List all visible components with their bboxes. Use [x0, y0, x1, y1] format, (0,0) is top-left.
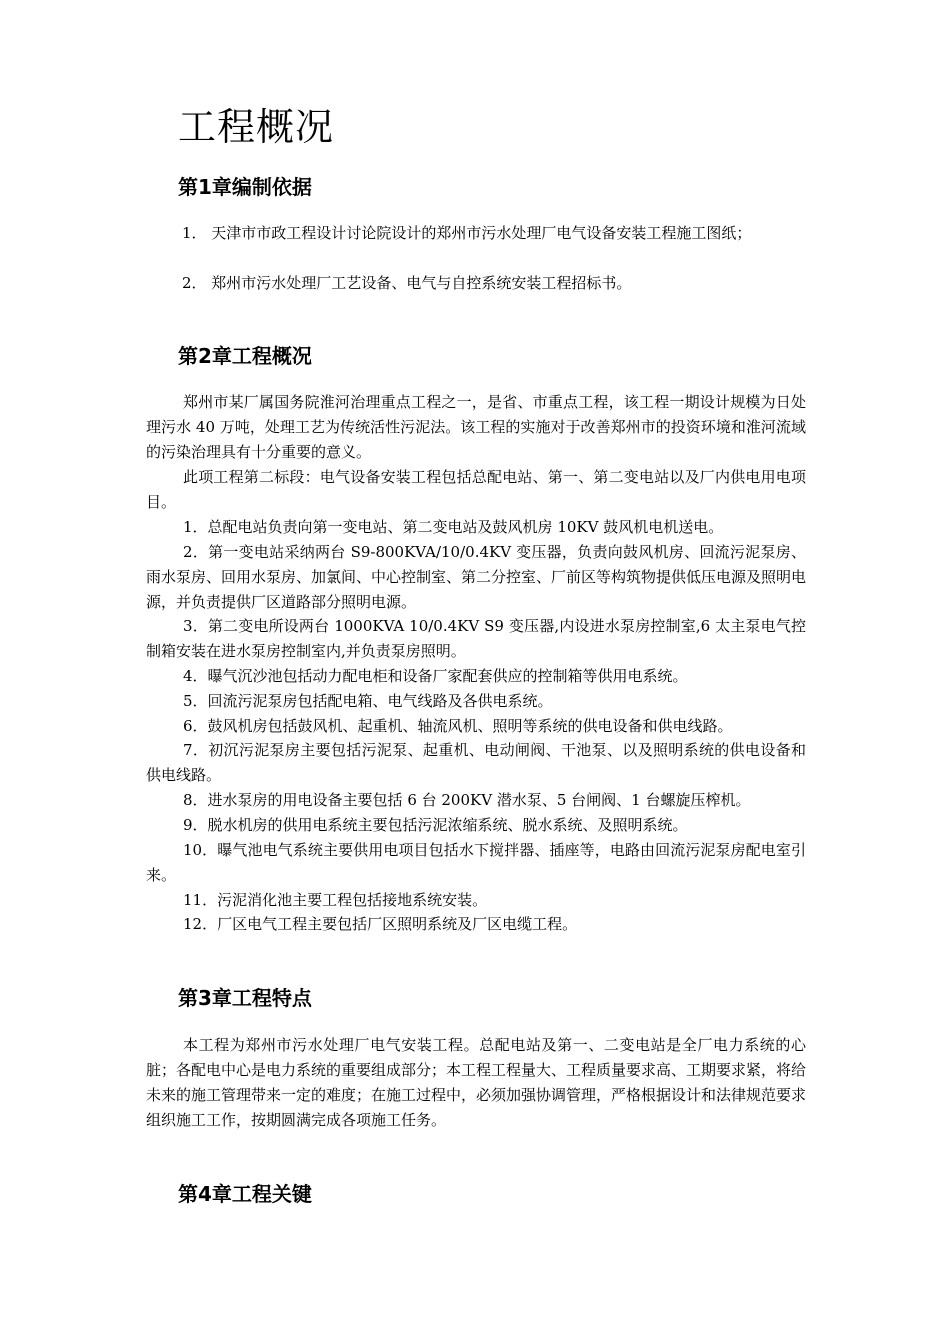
chapter-2-heading: 第2章工程概况	[178, 344, 312, 368]
list-paragraph: 9．脱水机房的供用电系统主要包括污泥浓缩系统、脱水系统、及照明系统。	[183, 816, 688, 834]
body-paragraph: 本工程为郑州市污水处理厂电气安装工程。总配电站及第一、二变电站是全厂电力系统的心脏；各配电中心是电力系统的重要组成部分；本工程工程量大、工程质量要求高、工期要求紧，将给未来的施工管理带来一定的难度；在施工过程中，必须加强协调管理，严格根据设计和法律规范要求组织施工工作，按期圆满完成各项施工任务。	[146, 1036, 807, 1129]
list-paragraph: 7．初沉污泥泵房主要包括污泥泵、起重机、电动闸阀、干池泵、以及照明系统的供电设备和供电线路。	[146, 741, 806, 784]
list-paragraph: 8．进水泵房的用电设备主要包括 6 台 200KV 潜水泵、5 台闸阀、1 台螺旋压榨机。	[183, 791, 751, 809]
list-paragraph: 2．第一变电站采纳两台 S9-800KVA/10/0.4KV 变压器，负责向鼓风机房、回流污泥泵房、雨水泵房、回用水泵房、加氯间、中心控制室、第二分控室、厂前区等构筑物提供低压电源及照明电源，并负责提供厂区道路部分照明电源。	[146, 543, 807, 611]
chapter-1-heading: 第1章编制依据	[178, 175, 312, 199]
list-paragraph: 12．厂区电气工程主要包括厂区照明系统及厂区电缆工程。	[183, 915, 578, 933]
reference-item: 1． 天津市市政工程设计讨论院设计的郑州市污水处理厂电气设备安装工程施工图纸；	[182, 224, 752, 242]
list-paragraph: 5．回流污泥泵房包括配电箱、电气线路及各供电系统。	[183, 692, 553, 710]
list-paragraph: 6．鼓风机房包括鼓风机、起重机、轴流风机、照明等系统的供电设备和供电线路。	[183, 717, 733, 735]
list-paragraph: 10．曝气池电气系统主要供用电项目包括水下搅拌器、插座等，电路由回流污泥泵房配电室引来。	[146, 841, 806, 884]
reference-item: 2． 郑州市污水处理厂工艺设备、电气与自控系统安装工程招标书。	[182, 274, 632, 292]
chapter-3-heading: 第3章工程特点	[178, 986, 312, 1010]
body-paragraph: 郑州市某厂属国务院淮河治理重点工程之一，是省、市重点工程，该工程一期设计规模为日处理污水 40 万吨，处理工艺为传统活性污泥法。该工程的实施对于改善郑州市的投资环境和淮河流域的污染治理具有十分重要的意义。	[146, 393, 806, 461]
document-title: 工程概况	[178, 105, 335, 149]
list-paragraph: 3．第二变电所设两台 1000KVA 10/0.4KV S9 变压器,内设进水泵房控制室,6 太主泵电气控制箱安装在进水泵房控制室内,并负责泵房照明。	[146, 617, 806, 660]
body-paragraph: 此项工程第二标段：电气设备安装工程包括总配电站、第一、第二变电站以及厂内供电用电项目。	[146, 468, 806, 511]
list-paragraph: 1．总配电站负责向第一变电站、第二变电站及鼓风机房 10KV 鼓风机电机送电。	[183, 518, 724, 536]
list-paragraph: 4．曝气沉沙池包括动力配电柜和设备厂家配套供应的控制箱等供用电系统。	[183, 667, 688, 685]
chapter-4-heading: 第4章工程关键	[178, 1182, 312, 1206]
list-paragraph: 11．污泥消化池主要工程包括接地系统安装。	[183, 891, 488, 909]
